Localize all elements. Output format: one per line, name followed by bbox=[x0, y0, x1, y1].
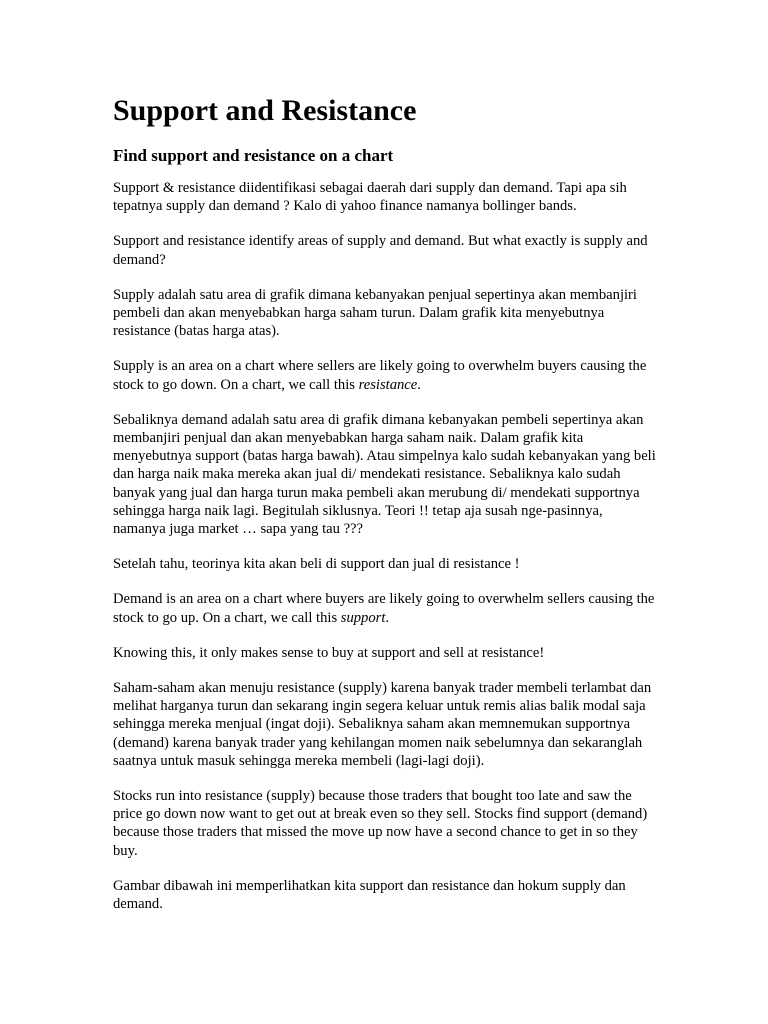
paragraph-9: Saham-saham akan menuju resistance (supply) karena banyak trader membeli terlambat dan melihat harganya turun dan sekarang ingin segera keluar untuk remis alias balik modal saja sehingga mereka menjual (ingat doji). Sebaliknya saham akan memnemukan supportnya (demand) karena banyak trader yang kehilangan momen naik sebelumnya dan sekaranglah saatnya untuk masuk sehingga mereka membeli (lagi-lagi doji). bbox=[113, 680, 652, 769]
paragraph-3: Supply adalah satu area di grafik dimana kebanyakan penjual sepertinya akan membanjiri pembeli dan akan menyebabkan harga saham turun. Dalam grafik kita menyebutnya resistance (batas harga atas). bbox=[113, 286, 637, 340]
page-title: Support and Resistance bbox=[113, 94, 417, 127]
paragraph-5: Sebaliknya demand adalah satu area di grafik dimana kebanyakan pembeli sepertinya akan membanjiri penjual dan akan menyebabkan harga saham naik. Dalam grafik kita menyebutnya support (batas harga bawah). Atau simpelnya kalo sudah kebanyakan yang beli dan harga naik maka mereka akan jual di/ mendekati resistance. Sebaliknya kalo sudah banyak yang jual dan harga turun maka pembeli akan merubung di/ mendekati supportnya sehingga harga naik lagi. Begitulah siklusnya. Teori !! tetap aja susah nge-pasinnya, namanya juga market … sapa yang tau ??? bbox=[113, 411, 656, 538]
paragraph-7-text: Demand is an area on a chart where buyers are likely going to overwhelm sellers causing the stock to go up. On a chart, we call this bbox=[113, 591, 655, 626]
document-page bbox=[113, 93, 658, 930]
paragraph-8: Knowing this, it only makes sense to buy at support and sell at resistance! bbox=[113, 644, 545, 661]
paragraph-7-end: . bbox=[385, 609, 390, 626]
paragraph-11: Gambar dibawah ini memperlihatkan kita support dan resistance dan hokum supply dan demand. bbox=[113, 877, 626, 913]
paragraph-7 bbox=[113, 590, 658, 626]
paragraph-4-text: Supply is an area on a chart where sellers are likely going to overwhelm buyers causing the stock to go down. On a chart, we call this bbox=[113, 358, 647, 393]
paragraph-4 bbox=[113, 357, 658, 393]
paragraph-2: Support and resistance identify areas of supply and demand. But what exactly is supply and demand? bbox=[113, 233, 648, 268]
paragraph-4-emphasis: resistance bbox=[358, 376, 418, 393]
paragraph-7-emphasis: support bbox=[340, 609, 386, 626]
paragraph-4-end: . bbox=[417, 376, 421, 393]
paragraph-1: Support & resistance diidentifikasi sebagai daerah dari supply dan demand. Tapi apa sih tepatnya supply dan demand ? Kalo di yahoo finance namanya bollinger bands. bbox=[113, 180, 627, 215]
paragraph-10: Stocks run into resistance (supply) because those traders that bought too late and saw the price go down now want to get out at break even so they sell. Stocks find support (demand) because those traders that missed the move up now have a second chance to get in so they buy. bbox=[113, 788, 648, 859]
section-subtitle: Find support and resistance on a chart bbox=[113, 146, 394, 165]
paragraph-6: Setelah tahu, teorinya kita akan beli di support dan jual di resistance ! bbox=[113, 556, 520, 573]
